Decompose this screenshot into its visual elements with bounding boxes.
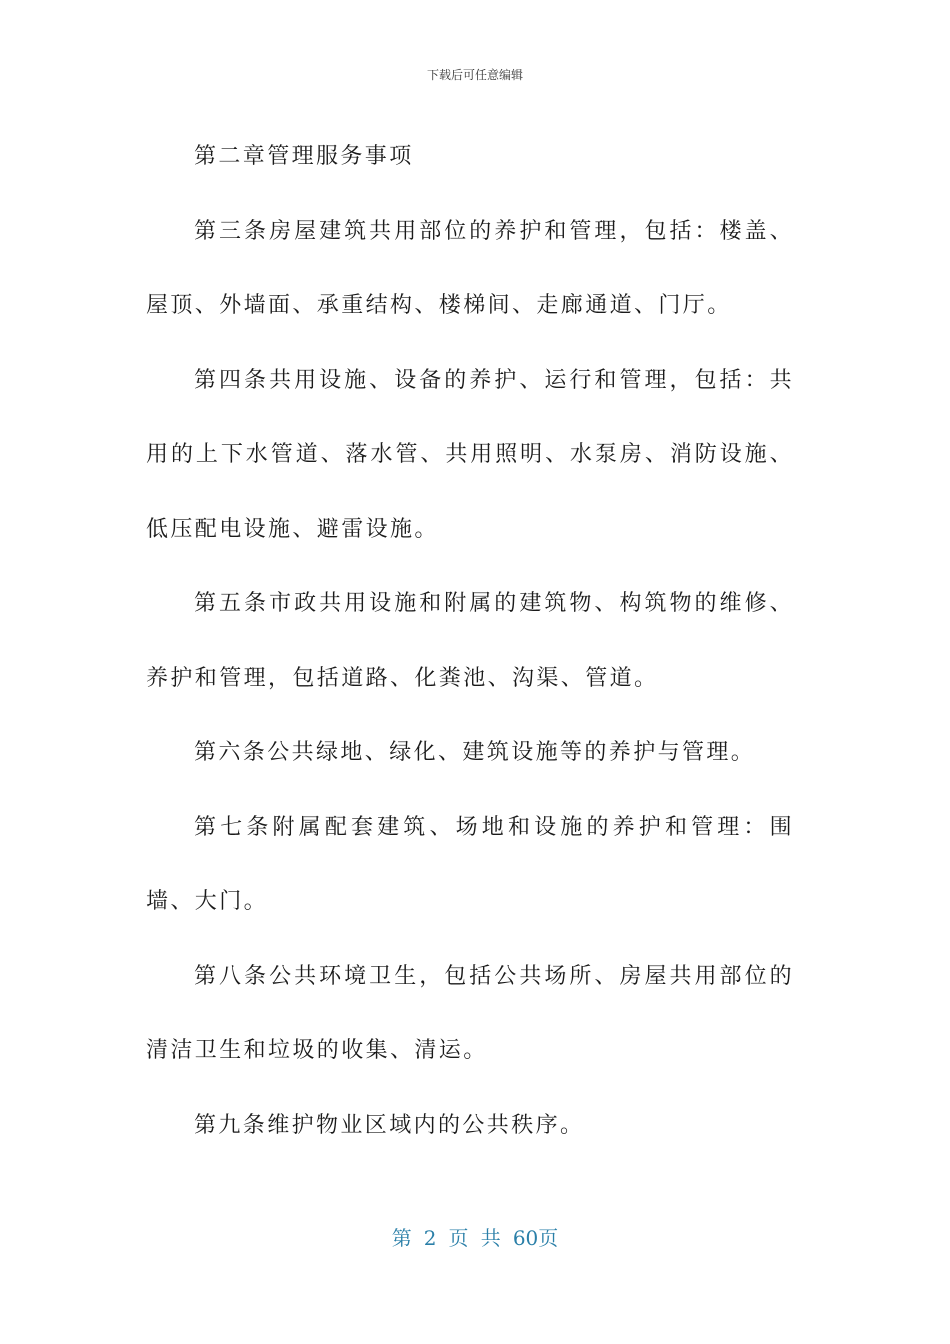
page-number-footer — [0, 1222, 950, 1251]
document-body — [146, 120, 794, 1163]
chapter-heading: 第二章管理服务事项 — [194, 144, 414, 169]
article-6-paragraph: 第六条公共绿地、绿化、建筑设施等的养护与管理。 — [194, 740, 756, 765]
footer-prefix: 第 — [391, 1226, 412, 1250]
article-5-paragraph: 第五条市政共用设施和附属的建筑物、构筑物的维修、养护和管理，包括道路、化粪池、沟渠、管道。 — [146, 591, 794, 691]
article-4-paragraph: 第四条共用设施、设备的养护、运行和管理，包括：共用的上下水管道、落水管、共用照明、水泵房、消防设施、低压配电设施、避雷设施。 — [146, 367, 794, 542]
footer-current-page: 2 — [423, 1226, 437, 1250]
article-7-paragraph: 第七条附属配套建筑、场地和设施的养护和管理：围墙、大门。 — [146, 814, 794, 914]
header-note: 下载后可任意编辑 — [426, 68, 523, 82]
article-8-paragraph: 第八条公共环境卫生，包括公共场所、房屋共用部位的清洁卫生和垃圾的收集、清运。 — [146, 963, 794, 1063]
article-9-paragraph: 第九条维护物业区域内的公共秩序。 — [194, 1112, 585, 1138]
article-3-paragraph: 第三条房屋建筑共用部位的养护和管理，包括：楼盖、屋顶、外墙面、承重结构、楼梯间、走廊通道、门厅。 — [146, 218, 794, 318]
footer-total-pages: 60页 — [512, 1226, 559, 1250]
footer-middle: 页 共 — [448, 1226, 501, 1250]
